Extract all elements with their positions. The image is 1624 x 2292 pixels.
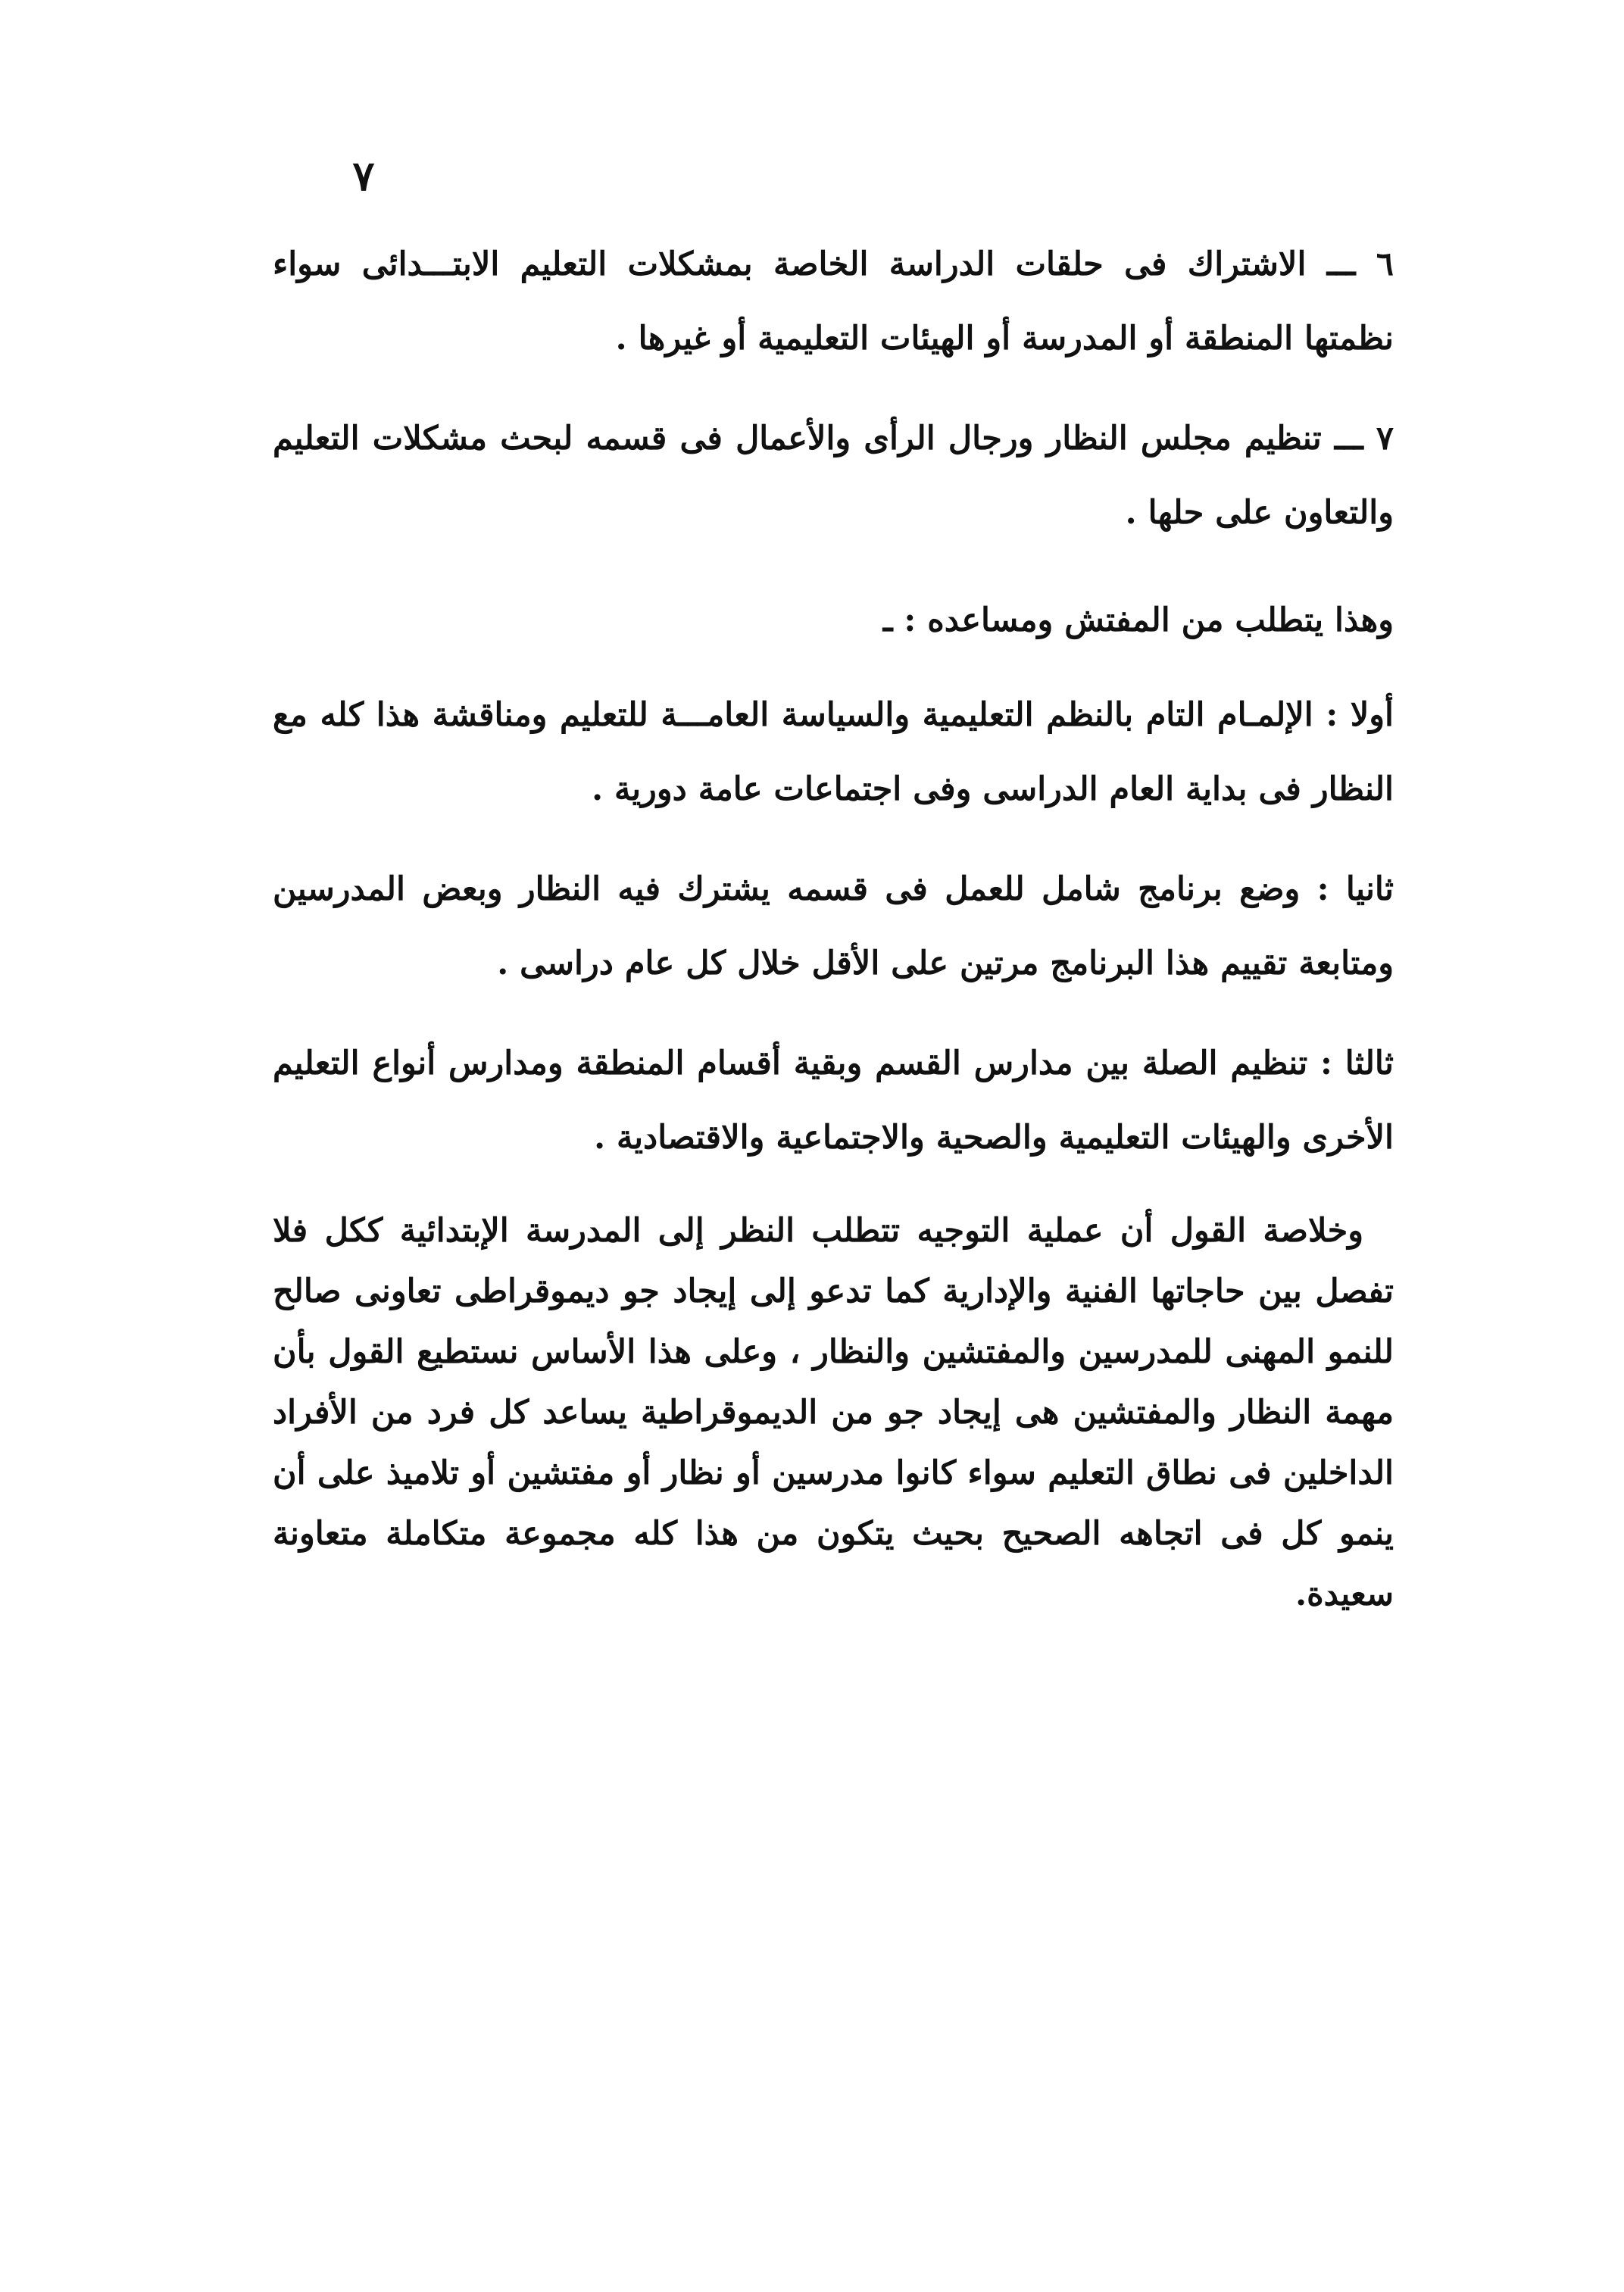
paragraph-third: ثالثا : تنظيم الصلة بين مدارس القسم وبقية أقسام المنطقة ومدارس أنواع التعليم الأخرى والهيئات التعليمية والصحية والاجتماعية والاقتصادية . — [273, 1045, 1394, 1157]
paragraph-first: أولا : الإلمـام التام بالنظم التعليمية والسياسة العامـــة للتعليم ومناقشة هذا كله مع النظار فى بداية العام الدراسى وفى اجتماعات عامة دورية . — [273, 696, 1394, 808]
paragraph-item-6: ٦ ـــ الاشتراك فى حلقات الدراسة الخاصة بمشكلات التعليم الابتـــدائى سواء نظمتها المنطقة أو المدرسة أو الهيئات التعليمية أو غيرها . — [273, 245, 1394, 358]
paragraph-item-7: ٧ ـــ تنظيم مجلس النظار ورجال الرأى والأعمال فى قسمه لبحث مشكلات التعليم والتعاون على حلها . — [273, 420, 1394, 532]
page-number: ٧ — [352, 151, 375, 200]
paragraph-second: ثانيا : وضع برنامج شامل للعمل فى قسمه يشترك فيه النظار وبعض المدرسين ومتابعة تقييم هذا البرنامج مرتين على الأقل خلال كل عام دراسى . — [273, 870, 1394, 982]
paragraph-conclusion: وخلاصة القول أن عملية التوجيه تتطلب النظر إلى المدرسة الإبتدائية ككل فلا تفصل بين حاجاتها الفنية والإدارية كما تدعو إلى إيجاد جو ديموقراطى تعاونى صالح للنمو المهنى للمدرسين والمفتشين والنظار ، وعلى هذا الأساس نستطيع القول بأن مهمة النظار والمفتشين هى إيجاد جو من الديموقراطية يساعد كل فرد من الأفراد الداخلين فى نطاق التعليم سواء كانوا مدرسين أو نظار أو مفتشين أو تلاميذ على أن ينمو كل فى اتجاهه الصحيح بحيث يتكون من هذا كله مجموعة متكاملة متعاونة سعيدة. — [273, 1212, 1394, 1613]
paragraph-requirements-intro: وهذا يتطلب من المفتش ومساعده : ـ — [882, 601, 1394, 639]
